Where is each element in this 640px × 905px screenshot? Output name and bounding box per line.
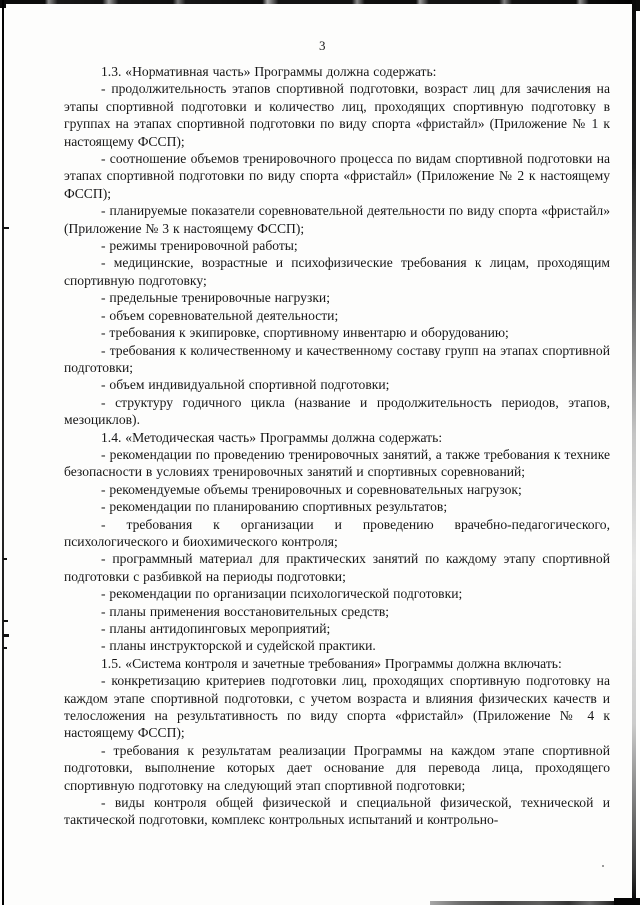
document-paragraph: - рекомендации по планированию спортивных результатов; [101,499,448,515]
document-paragraph: - планы применения восстановительных средств; [101,603,390,619]
document-paragraph: - требования к результатам реализации Программы на каждом этапе спортивной подготовки, выполнение которых дает основание для перевода лица, проходящего спортивную подготовку на следующий этап спортивной подготовки; [64,742,610,793]
scan-corner-bottom-right [614,898,640,905]
scan-tick-mark [3,620,8,622]
scan-tick-mark [3,558,7,560]
document-paragraph: - продолжительность этапов спортивной подготовки, возраст лиц для зачисления на этапы спортивной подготовки и количество лиц, проходящих спортивную подготовку в группах на этапах спортивной подготовки по виду спорта «фристайл» (Приложение № 1 к настоящему ФССП); [64,81,610,149]
document-paragraph: - структуру годичного цикла (название и продолжительность периодов, этапов, мезоциклов). [64,394,610,428]
document-paragraph: - соотношение объемов тренировочного процесса по видам спортивной подготовки на этапах спортивной подготовки по виду спорта «фристайл» (Приложение № 2 к настоящему ФССП); [64,151,610,201]
document-paragraph: - рекомендуемые объемы тренировочных и соревновательных нагрузок; [101,481,522,497]
scan-tick-mark [3,647,7,649]
document-paragraph: - медицинские, возрастные и психофизические требования к лицам, проходящим спортивную подготовку; [64,255,610,288]
scan-edge-top [0,0,640,4]
section-heading-1-4: 1.4. «Методическая часть» Программы должна содержать: [101,429,443,445]
document-paragraph: - режимы тренировочной работы; [101,238,298,254]
scan-tick-mark [3,227,9,229]
document-paragraph: - рекомендации по проведению тренировочных занятий, а также требования к технике безопасности в условиях тренировочных занятий и спортивных соревнований; [64,446,610,480]
section-heading-1-5: 1.5. «Система контроля и зачетные требования» Программы должна включать: [101,655,562,671]
document-body [64,63,610,829]
document-paragraph: - планируемые показатели соревновательной деятельности по виду спорта «фристайл» (Приложение № 3 к настоящему ФССП); [64,203,610,236]
document-paragraph: - планы антидопинговых мероприятий; [101,621,331,636]
scan-speck [602,865,604,867]
document-paragraph: - программный материал для практических занятий по каждому этапу спортивной подготовки с разбивкой на периоды подготовки; [64,551,610,584]
scan-tick-mark [3,634,9,637]
page-number: 3 [319,38,326,53]
document-paragraph: - рекомендации по организации психологической подготовки; [101,586,463,602]
document-paragraph: - объем соревновательной деятельности; [101,307,339,323]
document-paragraph: - предельные тренировочные нагрузки; [101,290,330,306]
scan-edge-right [632,0,636,905]
document-paragraph: - требования к количественному и качественному составу групп на этапах спортивной подготовки; [64,342,610,375]
document-paragraph: - конкретизацию критериев подготовки лиц, проходящих спортивную подготовку на каждом этапе спортивной подготовки, с учетом возраста и влияния физических качеств и телосложения на результативность по виду спорта «фристайл» (Приложение № 4 к настоящему ФССП); [64,673,610,741]
document-paragraph: - требования к экипировке, спортивному инвентарю и оборудованию; [101,325,509,341]
document-paragraph: - требования к организации и проведению врачебно-педагогического, психологического и биохимического контроля; [64,516,610,549]
scan-edge-left [2,0,4,905]
scan-edge-bottom [430,901,640,905]
document-paragraph: - объем индивидуальной спортивной подготовки; [101,377,390,393]
document-paragraph: - виды контроля общей физической и специальной физической, технической и тактической подготовки, комплекс контрольных испытаний и контрольно- [64,795,610,828]
section-heading-1-3: 1.3. «Нормативная часть» Программы должна содержать: [101,64,437,79]
document-paragraph: - планы инструкторской и судейской практики. [101,638,376,654]
